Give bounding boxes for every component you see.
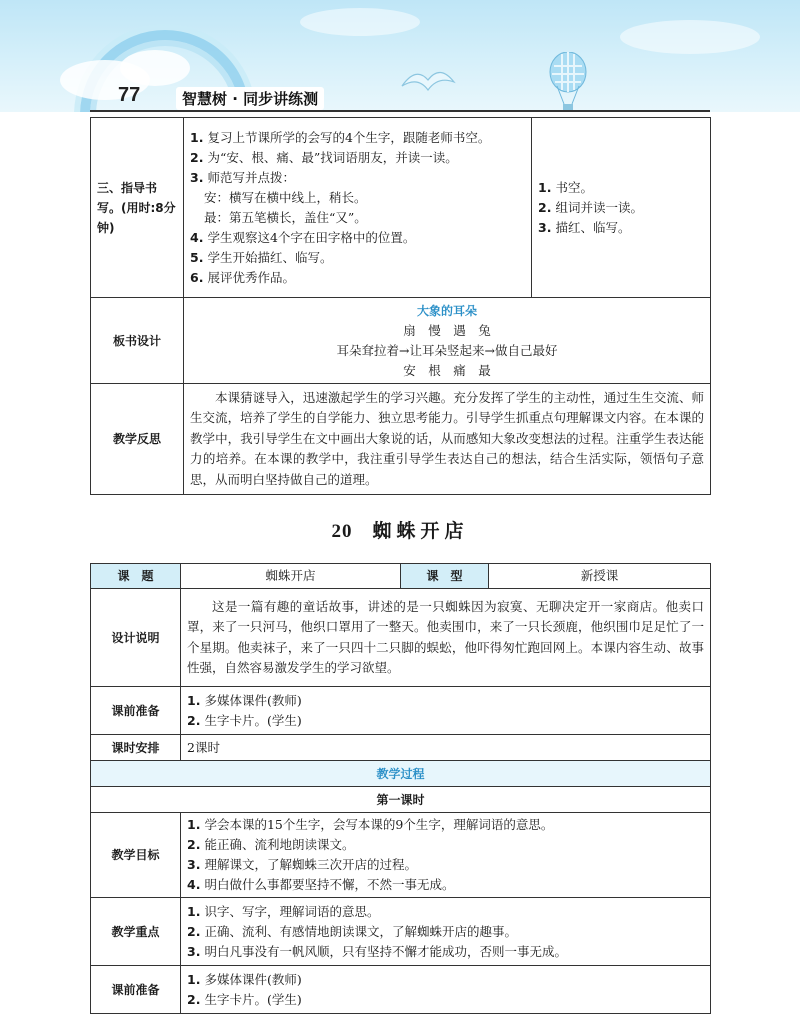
- list-item: 3. 理解课文，了解蜘蛛三次开店的过程。: [187, 857, 417, 872]
- lesson-plan-table: [90, 563, 711, 1014]
- list-item: 6. 展评优秀作品。: [190, 269, 295, 285]
- design-text: 这是一篇有趣的童话故事，讲述的是一只蜘蛛因为寂寞、无聊决定开一家商店。他卖口罩，来了一只河马，他织口罩用了一整天。他卖围巾，来了一只长颈鹿，他织围巾足足忙了一个星期。他卖袜子，来了一只四十二只脚的蜈蚣，他吓得匆忙跑回网上。本课内容生动、故事性强，自然容易激发学生的学习欲望。: [181, 589, 711, 687]
- prep-row: [91, 687, 711, 735]
- list-item: 最：第五笔横长，盖住“又”。: [204, 209, 367, 225]
- schedule-value: 2课时: [181, 735, 711, 761]
- row-label: 教学目标: [91, 813, 181, 898]
- list-item: 3. 描红、临写。: [538, 219, 631, 235]
- row-label: 课 题: [91, 564, 181, 589]
- prep-cell: [181, 687, 711, 735]
- row-label: 设计说明: [91, 589, 181, 687]
- teacher-steps-cell: [184, 118, 532, 298]
- period-title: 第一课时: [91, 787, 711, 813]
- list-item: 2. 正确、流利、有感情地朗读课文，了解蜘蛛开店的趣事。: [187, 923, 517, 939]
- process-title: 教学过程: [376, 766, 425, 781]
- board-line: 耳朵耷拉着→让耳朵竖起来→做自己最好: [336, 342, 558, 358]
- type-value: 新授课: [489, 564, 711, 589]
- board-line: 扇 慢 遇 兔: [403, 322, 491, 338]
- list-item: 1. 多媒体课件(教师): [187, 692, 302, 708]
- row-label: 教学重点: [91, 898, 181, 966]
- page-header: [0, 0, 800, 112]
- list-item: 1. 学会本课的15个生字，会写本课的9个生字，理解词语的意思。: [187, 817, 554, 832]
- goals-row: [91, 813, 711, 898]
- series-title: 智慧树 · 同步讲练测: [176, 87, 324, 110]
- list-item: 2. 组词并读一读。: [538, 199, 643, 215]
- list-item: 3. 师范写并点拨：: [190, 169, 295, 185]
- row-label: 板书设计: [91, 298, 184, 384]
- board-design-cell: [184, 298, 711, 384]
- cloud-decoration: [620, 20, 760, 54]
- row-label: 课前准备: [91, 966, 181, 1014]
- bird-icon: [398, 60, 458, 100]
- list-item: 4. 学生观察这4个字在田字格中的位置。: [190, 229, 416, 245]
- reflection-row: [91, 384, 711, 495]
- process-heading-row: [91, 761, 711, 787]
- teaching-plan-table-continued: [90, 117, 711, 495]
- board-title: 大象的耳朵: [416, 303, 477, 318]
- list-item: 2. 能正确、流利地朗读课文。: [187, 837, 355, 852]
- list-item: 3. 明白凡事没有一帆风顺，只有坚持不懈才能成功，否则一事无成。: [187, 943, 567, 959]
- lesson-number: 20: [331, 521, 353, 542]
- page-number: 77: [118, 84, 141, 106]
- list-item: 2. 生字卡片。(学生): [187, 712, 302, 728]
- list-item: 4. 明白做什么事都要坚持不懈，不然一事无成。: [187, 877, 455, 892]
- prep-row-2: [91, 966, 711, 1014]
- lesson-name: 蜘蛛开店: [372, 520, 469, 542]
- lesson-title: [0, 516, 800, 543]
- topic-value: 蜘蛛开店: [181, 564, 401, 589]
- row-label: 三、指导书写。(用时:8分钟): [91, 118, 184, 298]
- row-label: 课 型: [401, 564, 489, 589]
- student-steps-cell: [532, 118, 711, 298]
- row-label: 教学反思: [91, 384, 184, 495]
- board-line: 安 根 痛 最: [403, 362, 491, 378]
- header-rule: [90, 110, 710, 112]
- list-item: 安：横写在横中线上，稍长。: [204, 189, 367, 205]
- board-design-row: [91, 298, 711, 384]
- period-heading-row: [91, 787, 711, 813]
- list-item: 1. 识字、写字，理解词语的意思。: [187, 903, 380, 919]
- prep-cell: [181, 966, 711, 1014]
- key-points-row: [91, 898, 711, 966]
- goals-cell: [181, 813, 711, 898]
- topic-row: [91, 564, 711, 589]
- reflection-text: 本课猜谜导入，迅速激起学生的学习兴趣。充分发挥了学生的主动性，通过生生交流、师生交流，培养了学生的自学能力、独立思考能力。引导学生抓重点句理解课文内容。在本课的教学中，我引导学生在文中画出大象说的话，从而感知大象改变想法的过程。注重学生表达能力的培养。在本课的教学中，我注重引导学生表达自己的想法，结合生活实际，领悟句子意思，从而明白坚持做自己的道理。: [184, 384, 711, 495]
- cloud-decoration: [300, 8, 420, 36]
- writing-guidance-row: [91, 118, 711, 298]
- row-label: 课时安排: [91, 735, 181, 761]
- design-row: [91, 589, 711, 687]
- list-item: 2. 为“安、根、痛、最”找词语朋友，并读一读。: [190, 149, 458, 165]
- list-item: 1. 复习上节课所学的会写的4个生字，跟随老师书空。: [190, 129, 491, 145]
- row-label: 课前准备: [91, 687, 181, 735]
- hot-air-balloon-icon: [548, 52, 588, 112]
- list-item: 1. 多媒体课件(教师): [187, 971, 302, 987]
- schedule-row: [91, 735, 711, 761]
- cloud-decoration: [120, 50, 190, 86]
- list-item: 2. 生字卡片。(学生): [187, 991, 302, 1007]
- key-points-cell: [181, 898, 711, 966]
- list-item: 5. 学生开始描红、临写。: [190, 249, 333, 265]
- list-item: 1. 书空。: [538, 179, 593, 195]
